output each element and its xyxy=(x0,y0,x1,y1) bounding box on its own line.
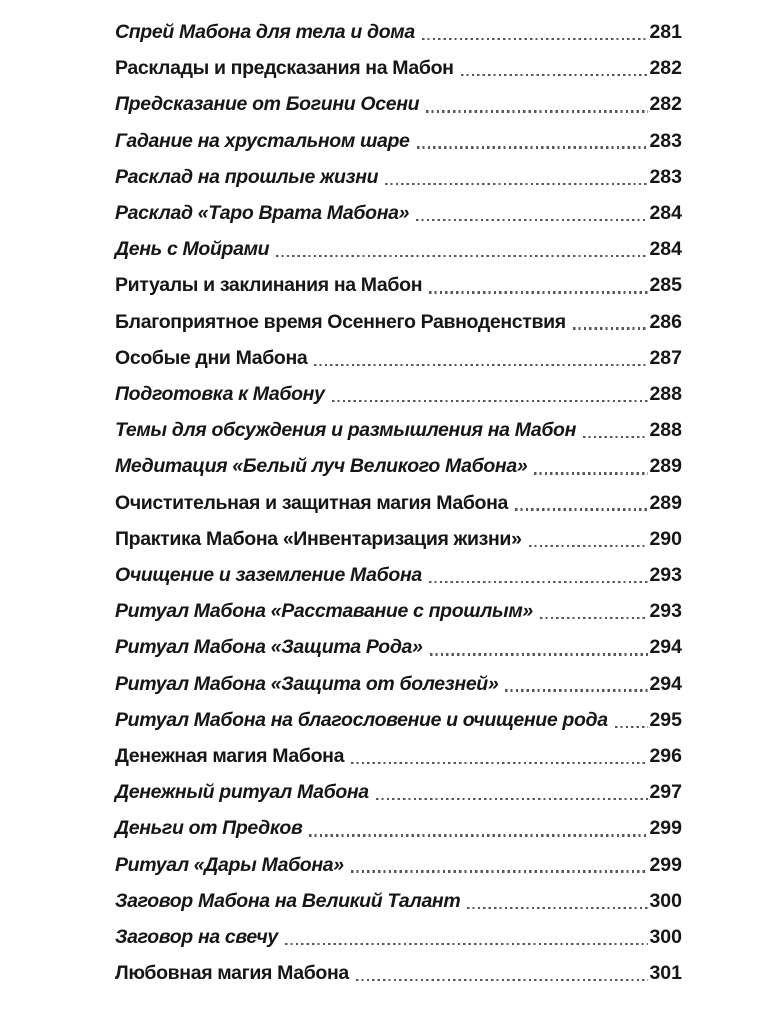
toc-entry-title: Заговор на свечу xyxy=(115,926,278,949)
toc-entry xyxy=(115,666,682,702)
toc-entry-page: 294 xyxy=(649,672,682,695)
toc-entry-page: 295 xyxy=(649,708,682,731)
toc-entry xyxy=(115,738,682,774)
toc-entry xyxy=(115,702,682,738)
dot-leader xyxy=(515,508,648,510)
dot-leader xyxy=(461,74,649,76)
dot-leader xyxy=(583,436,648,438)
dot-leader xyxy=(429,581,649,583)
dot-leader xyxy=(356,979,649,981)
toc-entry xyxy=(115,231,682,267)
dot-leader xyxy=(351,870,649,872)
toc-entry-title: Очищение и заземление Мабона xyxy=(115,564,422,587)
toc-entry-page: 288 xyxy=(649,383,682,406)
dot-leader xyxy=(615,726,649,728)
toc-entry-page: 282 xyxy=(649,93,682,116)
toc-entry-title: Ритуал Мабона «Защита Рода» xyxy=(115,636,423,659)
toc-entry-page: 300 xyxy=(649,926,682,949)
toc-list xyxy=(115,14,682,991)
toc-entry xyxy=(115,810,682,846)
toc-entry xyxy=(115,304,682,340)
toc-entry-title: Заговор Мабона на Великий Талант xyxy=(115,889,461,912)
toc-entry-page: 284 xyxy=(649,238,682,261)
toc-entry-page: 283 xyxy=(649,165,682,188)
dot-leader xyxy=(505,689,648,691)
toc-entry-title: Гадание на хрустальном шаре xyxy=(115,129,410,152)
toc-entry-page: 290 xyxy=(649,527,682,550)
toc-entry xyxy=(115,50,682,86)
toc-entry-page: 285 xyxy=(649,274,682,297)
toc-entry xyxy=(115,521,682,557)
toc-entry-title: Ритуалы и заклинания на Мабон xyxy=(115,274,423,297)
toc-entry-title: Расклад «Таро Врата Мабона» xyxy=(115,202,410,225)
toc-entry xyxy=(115,376,682,412)
toc-entry xyxy=(115,629,682,665)
toc-entry-title: Расклад на прошлые жизни xyxy=(115,165,379,188)
toc-entry-page: 289 xyxy=(649,491,682,514)
dot-leader xyxy=(285,943,649,945)
toc-entry xyxy=(115,448,682,484)
toc-entry-page: 281 xyxy=(649,21,682,43)
toc-entry-page: 288 xyxy=(649,419,682,442)
toc-entry-page: 299 xyxy=(649,817,682,840)
toc-entry-title: Практика Мабона «Инвентаризация жизни» xyxy=(115,527,522,550)
toc-entry-page: 296 xyxy=(649,745,682,768)
dot-leader xyxy=(351,762,648,764)
toc-entry-page: 286 xyxy=(649,310,682,333)
toc-entry-page: 284 xyxy=(649,202,682,225)
toc-entry-page: 282 xyxy=(649,57,682,80)
toc-entry xyxy=(115,847,682,883)
dot-leader xyxy=(429,291,648,293)
toc-entry-title: Ритуал Мабона «Защита от болезней» xyxy=(115,672,499,695)
toc-entry-page: 299 xyxy=(649,853,682,876)
dot-leader xyxy=(430,653,649,655)
toc-entry-title: Ритуал Мабона на благословение и очищение рода xyxy=(115,708,608,731)
toc-entry xyxy=(115,883,682,919)
dot-leader xyxy=(416,219,648,221)
toc-entry-title: Благоприятное время Осеннего Равноденствия xyxy=(115,310,566,333)
toc-entry-title: Деньги от Предков xyxy=(115,817,303,840)
toc-entry xyxy=(115,86,682,122)
dot-leader xyxy=(467,907,648,909)
toc-entry xyxy=(115,14,682,50)
toc-entry xyxy=(115,195,682,231)
toc-entry-title: Денежная магия Мабона xyxy=(115,745,345,768)
toc-entry-page: 289 xyxy=(649,455,682,478)
toc-entry xyxy=(115,267,682,303)
dot-leader xyxy=(332,400,649,402)
toc-entry xyxy=(115,774,682,810)
toc-entry xyxy=(115,412,682,448)
toc-entry-title: Ритуал Мабона «Расставание с прошлым» xyxy=(115,600,533,623)
toc-entry xyxy=(115,593,682,629)
toc-entry-title: Денежный ритуал Мабона xyxy=(115,781,369,804)
dot-leader xyxy=(534,472,648,474)
toc-entry-title: День с Мойрами xyxy=(115,238,270,261)
toc-entry-page: 300 xyxy=(649,889,682,912)
toc-entry xyxy=(115,485,682,521)
toc-entry-title: Темы для обсуждения и размышления на Мабон xyxy=(115,419,577,442)
toc-entry-page: 294 xyxy=(649,636,682,659)
toc-entry-title: Особые дни Мабона xyxy=(115,346,308,369)
dot-leader xyxy=(417,146,649,148)
dot-leader xyxy=(376,798,649,800)
toc-entry-title: Предсказание от Богини Осени xyxy=(115,93,420,116)
toc-entry-page: 293 xyxy=(649,600,682,623)
toc-entry-title: Очистительная и защитная магия Мабона xyxy=(115,491,509,514)
toc-entry-title: Ритуал «Дары Мабона» xyxy=(115,853,344,876)
dot-leader xyxy=(276,255,648,257)
toc-entry-page: 301 xyxy=(649,962,682,985)
toc-entry-page: 283 xyxy=(649,129,682,152)
toc-entry-title: Расклады и предсказания на Мабон xyxy=(115,57,454,80)
toc-entry-title: Медитация «Белый луч Великого Мабона» xyxy=(115,455,528,478)
dot-leader xyxy=(540,617,649,619)
toc-entry xyxy=(115,919,682,955)
dot-leader xyxy=(422,38,649,40)
toc-entry xyxy=(115,340,682,376)
dot-leader xyxy=(385,183,648,185)
dot-leader xyxy=(314,364,648,366)
dot-leader xyxy=(573,327,649,329)
toc-entry xyxy=(115,123,682,159)
toc-entry xyxy=(115,557,682,593)
toc-entry-title: Подготовка к Мабону xyxy=(115,383,325,406)
toc-entry xyxy=(115,955,682,991)
toc-entry-page: 297 xyxy=(649,781,682,804)
dot-leader xyxy=(529,545,649,547)
dot-leader xyxy=(309,834,648,836)
toc-entry-title: Любовная магия Мабона xyxy=(115,962,349,985)
toc-entry-page: 293 xyxy=(649,564,682,587)
toc-entry xyxy=(115,159,682,195)
dot-leader xyxy=(426,110,648,112)
toc-entry-page: 287 xyxy=(649,346,682,369)
toc-entry-title: Спрей Мабона для тела и дома xyxy=(115,21,415,43)
